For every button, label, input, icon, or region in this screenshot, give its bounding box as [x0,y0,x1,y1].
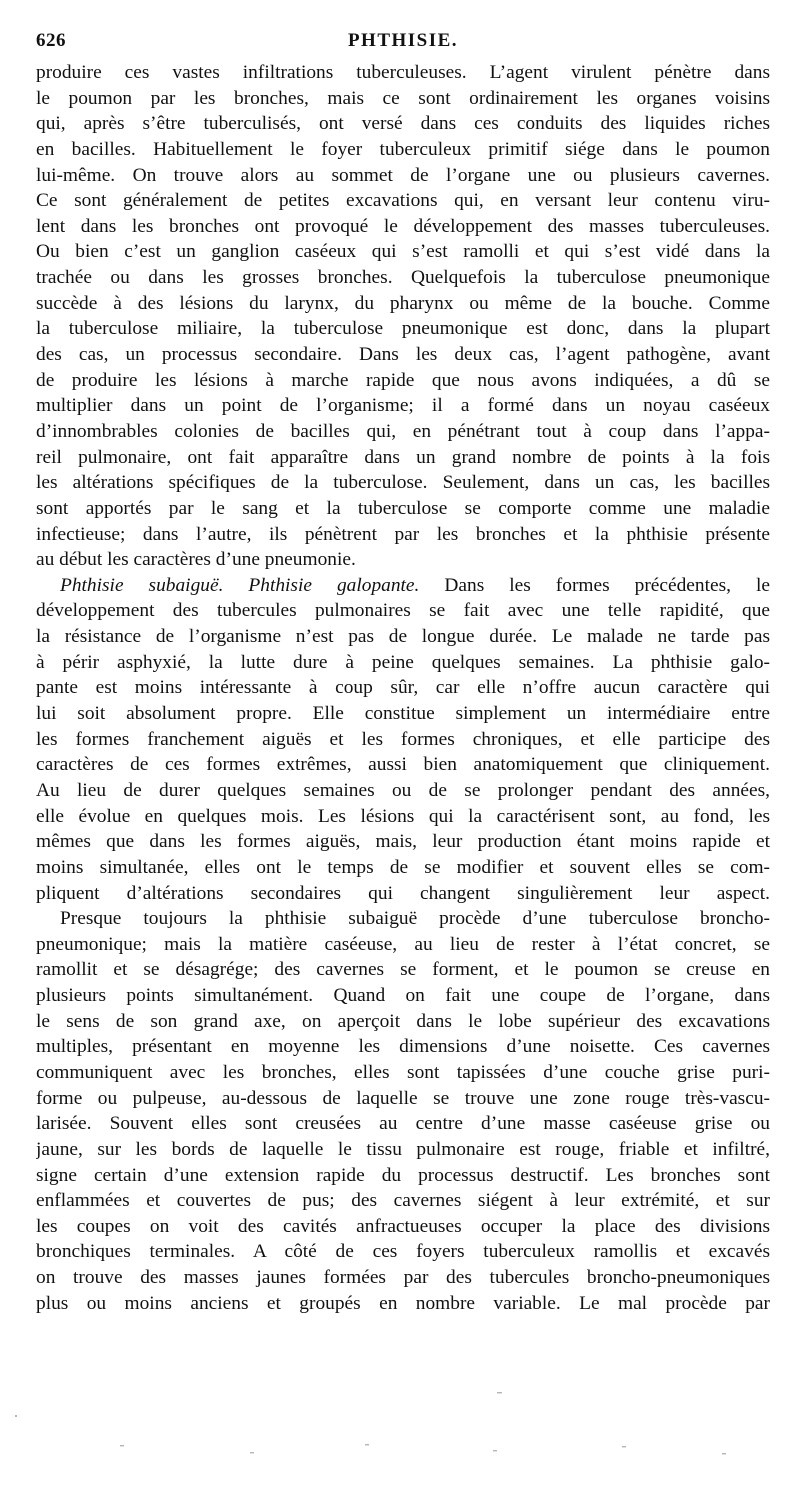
text-line: larisée. Souvent elles sont creusées au centre d’une masse caséeuse grise ou [36,1113,770,1135]
text-line: Au lieu de durer quelques semaines ou de se prolonger pendant des années, [36,779,770,801]
text-line: des cas, un processus secondaire. Dans les deux cas, l’agent pathogène, avant [36,344,770,366]
text-line: lui-même. On trouve alors au sommet de l’organe une ou plusieurs cavernes. [36,164,770,186]
text-line: au début les caractères d’une pneumonie. [36,549,356,571]
text-line: la résistance de l’organisme n’est pas de longue durée. Le malade ne tarde pas [36,626,770,648]
text-line: Presque toujours la phthisie subaiguë procède d’une tuberculose broncho- [60,908,770,930]
text-line: en bacilles. Habituellement le foyer tuberculeux primitif siége dans le poumon [36,138,770,160]
text-line: produire ces vastes infiltrations tuberculeuses. L’agent virulent pénètre dans [36,62,770,83]
text-line: le poumon par les bronches, mais ce sont ordinairement les organes voisins [36,87,770,109]
text-line: à périr asphyxié, la lutte dure à peine quelques semaines. La phthisie galo- [36,651,770,673]
text-line: bronchiques terminales. A côté de ces foyers tuberculeux ramollis et excavés [36,1241,770,1263]
text-line: les coupes on voit des cavités anfractueuses occuper la place des divisions [36,1215,770,1237]
text-line: signe certain d’une extension rapide du processus destructif. Les bronches sont [36,1164,770,1186]
text-line: lui soit absolument propre. Elle constitue simplement un intermédiaire entre [36,703,770,725]
text-line [36,573,770,599]
text-line: on trouve des masses jaunes formées par des tubercules broncho-pneumoniques [36,1267,770,1289]
text-line: jaune, sur les bords de laquelle le tissu pulmonaire est rouge, friable et infiltré, [36,1138,770,1160]
text-line: la tuberculose miliaire, la tuberculose pneumonique est donc, dans la plupart [36,318,770,340]
paragraph-3 [36,906,770,1316]
running-title: PHTHISIE. [347,30,459,51]
text-line: elle évolue en quelques mois. Les lésions qui la caractérisent sont, au fond, les [36,805,770,827]
paragraph-1 [36,60,770,573]
page-number: 626 [36,30,66,51]
text-line: développement des tubercules pulmonaires se fait avec une telle rapidité, que [36,600,770,622]
text-line: sont apportés par le sang et la tuberculose se comporte comme une maladie [36,497,770,519]
text-line: caractères de ces formes extrêmes, aussi bien anatomiquement que cliniquement. [36,754,770,776]
text-line: succède à des lésions du larynx, du pharynx ou même de la bouche. Comme [36,292,770,314]
text-line: ramollit et se désagrége; des cavernes se forment, et le poumon se creuse en [36,959,770,981]
text-line: les altérations spécifiques de la tuberculose. Seulement, dans un cas, les bacilles [36,472,770,494]
text-line: forme ou pulpeuse, au-dessous de laquelle se trouve une zone rouge très-vascu- [36,1087,770,1109]
text-line: mêmes que dans les formes aiguës, mais, leur production étant moins rapide et [36,831,770,853]
text-line: de produire les lésions à marche rapide que nous avons indiquées, a dû se [36,369,770,391]
text-line: pliquent d’altérations secondaires qui changent singulièrement leur aspect. [36,882,770,904]
text-line: trachée ou dans les grosses bronches. Quelquefois la tuberculose pneumonique [36,267,770,289]
text-line: d’innombrables colonies de bacilles qui, en pénétrant tout à coup dans l’appa- [36,420,770,442]
heading-line-text: Dans les formes précédentes, le [419,574,770,596]
page-header [36,30,770,60]
text-line: reil pulmonaire, ont fait apparaître dans un grand nombre de points à la fois [36,446,770,468]
text-line: le sens de son grand axe, on aperçoit dans le lobe supérieur des excavations [36,1010,770,1032]
text-line: lent dans les bronches ont provoqué le développement des masses tuberculeuses. [36,215,770,237]
text-line: les formes franchement aiguës et les formes chroniques, et elle participe des [36,728,770,750]
text-line: multiplier dans un point de l’organisme; il a formé dans un noyau caséeux [36,395,770,417]
text-line: enflammées et couvertes de pus; des cavernes siégent à leur extrémité, et sur [36,1190,770,1212]
text-line: communiquent avec les bronches, elles sont tapissées d’une couche grise puri- [36,1061,770,1083]
text-line: pneumonique; mais la matière caséeuse, au lieu de rester à l’état concret, se [36,933,770,955]
text-line: pante est moins intéressante à coup sûr, car elle n’offre aucun caractère qui [36,677,770,699]
text-line: Ou bien c’est un ganglion caséeux qui s’est ramolli et qui s’est vidé dans la [36,241,770,263]
body-text [36,60,770,1316]
text-line: Ce sont généralement de petites excavations qui, en versant leur contenu viru- [36,190,770,212]
paragraph-2 [36,573,770,906]
text-line: qui, après s’être tuberculisés, ont versé dans ces conduits des liquides riches [36,113,770,135]
text-line: multiples, présentant en moyenne les dimensions d’une noisette. Ces cavernes [36,1036,770,1058]
text-line: plus ou moins anciens et groupés en nombre variable. Le mal procède par [36,1292,770,1314]
text-line: plusieurs points simultanément. Quand on fait une coupe de l’organe, dans [36,985,770,1007]
section-heading: Phthisie subaiguë. Phthisie galopante. [60,574,420,596]
text-line: moins simultanée, elles ont le temps de se modifier et souvent elles se com- [36,856,770,878]
text-line: infectieuse; dans l’autre, ils pénètrent par les bronches et la phthisie présente [36,523,770,545]
